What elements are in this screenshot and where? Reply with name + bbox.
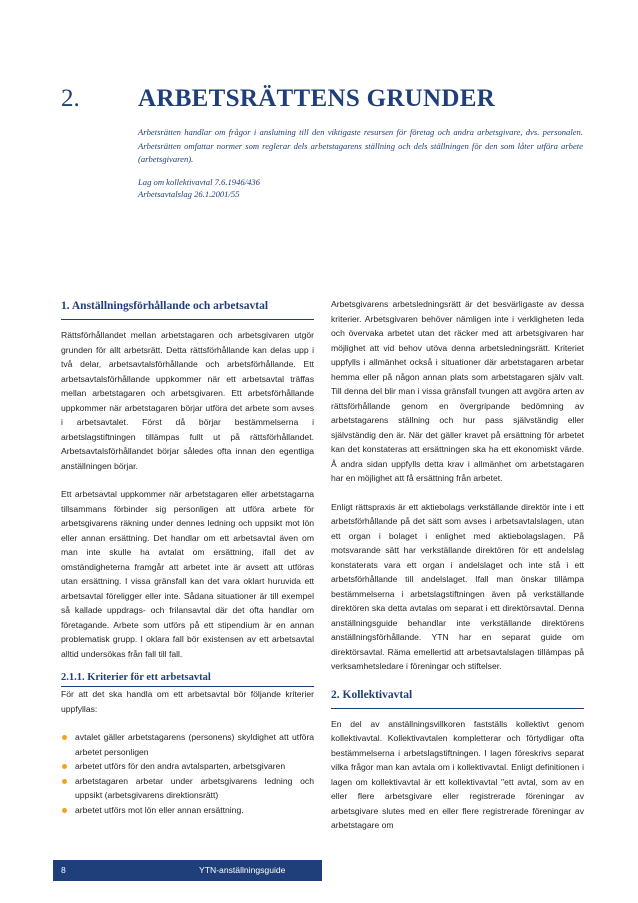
bullet-icon: [62, 735, 67, 740]
list-item: arbetstagaren arbetar under arbetsgivarens ledning och uppsikt (arbetsgivarens direktionsrätt): [61, 774, 314, 803]
bullet-icon: [62, 808, 67, 813]
heading-rule: [61, 319, 314, 320]
paragraph: Ett arbetsavtal uppkommer när arbetstagaren eller arbetstagarna tillsammans förbinder sig personligen att utföra arbete för arbetsgivarens räkning under dennes ledning och uppsikt mot lön eller annan ersättning. Det handlar om ett arbetsavtal även om man inte skulle ha avtalat om ersättning, ifall det av omständigheterna framgår att arbetet inte är avsett att utföras utan ersättning. I vissa gränsfall kan det vara oklart huruvida ett arbetsavtal föreligger eller inte. Sådana situationer är till exempel så kallade uppdrags- och frilansavtal där det ofta handlar om företagande. Arbete som utförs på ett stipendium är en annan problematisk grupp. I oklara fall bör existensen av ett arbetsavtal alltid undersökas från fall till fall.: [61, 489, 314, 659]
paragraph: Enligt rättspraxis är ett aktiebolags verkställande direktör inte i ett arbetsförhållande på det sätt som avses i arbetsavtalslagen, utan ett organ i bolaget i enlighet med aktiebolagslagen. På motsvarande sätt har verkställande direktören för ett andelslag konstaterats vara ett organ i andelslaget och inte stå i ett arbetsförhållande till andelslaget. Ifall man önskar tillämpa bestämmelserna i arbetslagstiftningen även på verkställande direktören ska detta avtalas om separat i ett direktörsavtal. Denna anställningsguide behandlar inte verkställande direktörens anställningsförhållande. YTN har en separat guide om direktörsavtal. Räma emellertid att arbetsavtalslagen tillämpas på verksamhetsledare i föreningar och stiftelser.: [331, 501, 584, 671]
section-heading: 1. Anställningsförhållande och arbetsavtal: [61, 300, 269, 312]
paragraph: Arbetsgivarens arbetsledningsrätt är det besvärligaste av dessa kriterier. Arbetsgivaren behöver nämligen inte i verkligheten leda och övervaka arbetet utan det räcker med att arbetsgivaren har möjlighet att vid behov utöva denna arbetsledningsrätt. Kriteriet uppfylls i allmänhet också i situationer där arbetstagaren arbetar hemma eller på någon annan plats som arbetstagaren själv valt. Till denna del blir man i vissa gränsfall tvungen att avgöra arten av rättsförhållande genom en övergripande bedömning av arbetstagarens ställning och hur pass självständig eller självständig den är. När det gäller kravet på ersättning för arbetet kan det konstateras att ersättningen ska ha ett ekonomiskt värde. Å andra sidan uppfylls detta krav i allmänhet om arbetstagaren har en möjlighet att få ersättning från arbetet.: [331, 299, 584, 483]
paragraph: En del av anställningsvillkoren fastställs kollektivt genom kollektivavtal. Kollektivavtalen kompletterar och förtydligar ofta bestämmelserna i arbetslagstiftningen. I lagen föreskrivs separat vilka frågor man kan avtala om i kollektivavtal. Enligt definitionen i lagen om kollektivavtal är ett kollektivavtal "ett avtal, som av en eller flere arbetsgivare eller registrerade föreningar av arbetsgivare slutes med en eller flere registrerade föreningar av arbetstagare om: [331, 718, 584, 830]
chapter-title: ARBETSRÄTTENS GRUNDER: [138, 85, 496, 112]
paragraph: Rättsförhållandet mellan arbetstagaren och arbetsgivaren utgör grunden för allt arbetsrätt. Detta rättsförhållande kan delas upp i två delar, arbetsavtalsförhållande och arbetsförhållande. Ett arbetsavtalsförhållande uppkommer när ett arbetsavtal träffas mellan arbetstagaren och arbetsgivaren. Ett arbetsförhållande uppkommer när arbetstagaren börjar utföra det arbete som avses i arbetsavtalet. Först då börjar bestämmelserna i arbetslagstiftningen tillämpas fullt ut på rättsförhållandet. Arbetsavtalsförhållandet börjar således ofta innan den egentliga anställningen börjar.: [61, 330, 314, 471]
bullet-icon: [62, 764, 67, 769]
law-reference: Lag om kollektivavtal 7.6.1946/436: [138, 177, 260, 187]
footer-bar: [53, 860, 322, 881]
heading-rule: [331, 708, 584, 709]
list-item: arbetet utförs mot lön eller annan ersättning.: [61, 803, 314, 818]
guide-name: YTN-anställningsguide: [199, 865, 286, 875]
left-column: [61, 297, 314, 817]
right-column: [331, 297, 584, 833]
list-item: avtalet gäller arbetstagarens (personens) skyldighet att utföra arbetet personligen: [61, 730, 314, 759]
law-reference: Arbetsavtalslag 26.1.2001/55: [138, 189, 240, 199]
list-item: arbetet utförs för den andra avtalsparten, arbetsgivaren: [61, 759, 314, 774]
chapter-intro: Arbetsrätten handlar om frågor i anslutning till den viktigaste resursen för företag och andra arbetsgivare, dvs. personalen. Arbetsrätten omfattar normer som reglerar dels arbetstagarens ställning och dels ställningen för den som låter utföra arbete (arbetsgivaren).: [138, 127, 583, 164]
page-number: 8: [61, 865, 66, 875]
chapter-number: 2.: [61, 85, 80, 112]
criteria-list: [61, 730, 314, 817]
subsection-heading: 2.1.1. Kriterier för ett arbetsavtal: [61, 672, 211, 683]
section-heading: 2. Kollektivavtal: [331, 688, 413, 701]
paragraph: För att det ska handla om ett arbetsavtal bör följande kriterier uppfyllas:: [61, 689, 314, 714]
bullet-icon: [62, 779, 67, 784]
